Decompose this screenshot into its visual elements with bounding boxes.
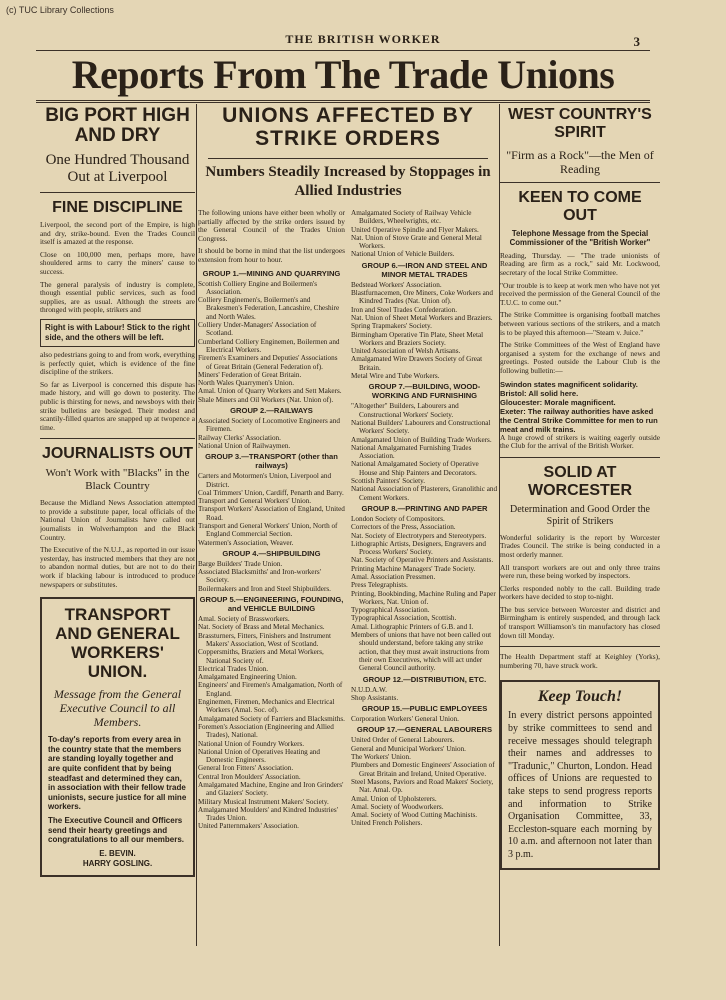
- union-item: Birmingham Operative Tin Plate, Sheet Metal Workers and Braziers Society.: [351, 330, 484, 347]
- union-list: [351, 281, 498, 381]
- union-list-columns: [198, 209, 498, 831]
- union-item: National Union of Vehicle Builders.: [351, 250, 455, 259]
- union-item: General Iron Fitters' Association.: [198, 764, 294, 773]
- keep-touch-text: In every district persons appointed by strike committees to send and receive messages should telegraph their names and addresses to "Tradunic," Churton, London. Head offices of Unions are requested to take steps to send progress reports and information to Strike Organisation Committee, 33, Eccleston-square each morning by 10 a.m. and afternoon not later than 3 p.m.: [508, 710, 652, 860]
- article-paragraph: Because the Midland News Association attempted to provide a substitute paper, local officials of the National Union of Journalists have called out journalists in Wolverhampton and the Black Country.: [40, 498, 195, 542]
- union-item: Brassturners, Fitters, Finishers and Instrument Makers' Association, West of Scotland.: [198, 631, 331, 648]
- union-item: Bedstead Workers' Association.: [351, 280, 442, 289]
- union-item: Colliery Under-Managers' Association of Scotland.: [198, 321, 317, 338]
- union-item: National Amalgamated Society of Operative House and Ship Painters and Decorators.: [351, 460, 479, 477]
- bulletin-line: Bristol: All solid here.: [500, 388, 579, 398]
- divider: [500, 182, 660, 183]
- group-heading: GROUP 6.—IRON AND STEEL AND MINOR METAL TRADES: [361, 260, 488, 279]
- article-paragraph: The Strike Committee is organising football matches between various sections of the strikers, and a match is to be played this afternoon—"Steam v. Juice.": [500, 310, 660, 337]
- headline-journalists: JOURNALISTS OUT: [41, 445, 194, 463]
- union-item: Transport Workers' Association of England, United Road.: [198, 505, 345, 522]
- article-paragraph: The general paralysis of industry is complete, though essential public services, such as food supplies, are as usual. Although the streets are thronged with people, strikers and: [40, 279, 195, 315]
- column-center: [198, 104, 498, 946]
- group-heading: GROUP 5.—ENGINEERING, FOUNDING, and VEHICLE BUILDING: [199, 595, 344, 614]
- union-list: [198, 615, 345, 831]
- article-paragraph: The Health Department staff at Keighley (Yorks), numbering 70, have struck work.: [500, 652, 660, 670]
- union-item: Amal. Association Pressmen.: [351, 572, 436, 581]
- union-item: Corporation Workers' General Union.: [351, 715, 459, 724]
- union-item: London Society of Compositors.: [351, 514, 445, 523]
- union-item: Scottish Colliery Engine and Boilermen's Association.: [198, 279, 318, 296]
- group-heading: GROUP 4.—SHIPBUILDING: [222, 548, 321, 558]
- union-item: Enginemen, Firemen, Mechanics and Electrical Workers (Amal. Soc. of).: [198, 698, 335, 715]
- slogan-box: Right is with Labour! Stick to the right side, and the others will be left.: [40, 319, 195, 347]
- union-item: Boilermakers and Iron and Steel Shipbuilders.: [198, 584, 331, 593]
- union-item: National Union of Foundry Workers.: [198, 739, 305, 748]
- union-list: [351, 686, 498, 703]
- union-item: Engineers' and Firemen's Amalgamation, North of England.: [198, 681, 343, 698]
- column-right: [500, 104, 660, 946]
- union-item: National Amalgamated Furnishing Trades Association.: [351, 443, 472, 461]
- tgwu-notice-box: [40, 597, 195, 877]
- article-paragraph: All transport workers are out and only three trains were run, these being worked by inspectors.: [500, 562, 660, 581]
- bulletin-line: Gloucester: Morale magnificent.: [500, 397, 616, 407]
- top-rule: [36, 50, 650, 51]
- group-heading: GROUP 8.—PRINTING AND PAPER: [361, 503, 488, 513]
- keep-touch-box: [500, 680, 660, 869]
- union-item: North Wales Quarrymen's Union.: [198, 379, 294, 388]
- union-item: Nat. Society of Electrotypers and Stereotypers.: [351, 531, 487, 540]
- union-item: Plumbers and Domestic Engineers' Association of Great Britain and Ireland, United Operative.: [351, 761, 495, 778]
- headline-worcester: SOLID AT WORCESTER: [528, 463, 632, 499]
- union-item: Coppersmiths, Braziers and Metal Workers, National Society of.: [198, 648, 324, 665]
- union-item: Military Musical Instrument Makers' Society.: [198, 797, 329, 806]
- signature: HARRY GOSLING.: [82, 858, 153, 868]
- article-paragraph: "Our trouble is to keep at work men who have not yet received the permission of the General Council of the T.U.C. to come out.": [500, 280, 660, 307]
- union-item: Nat. Union of Sheet Metal Workers and Braziers.: [351, 313, 493, 322]
- group-heading: GROUP 7.—BUILDING, WOOD-WORKING AND FURNISHING: [368, 382, 481, 401]
- union-item: Central Iron Moulders' Association.: [198, 772, 301, 781]
- union-item: Nat. Society of Brass and Metal Mechanics.: [198, 623, 325, 632]
- union-list-left: [198, 209, 345, 831]
- union-item: Scottish Painters' Society.: [351, 477, 426, 486]
- union-item: Colliery Enginemen's, Boilermen's and Brakesmen's Federation, Lancashire, Cheshire and North Wales.: [198, 296, 340, 321]
- union-list: [351, 715, 498, 723]
- union-item: National Builders' Labourers and Constructional Workers' Society.: [351, 418, 491, 436]
- union-item: Spring Trapmakers' Society.: [351, 322, 432, 331]
- union-item: Nat. Society of Operative Printers and Assistants.: [351, 556, 494, 565]
- union-item: Foremen's Association (Engineering and Allied Trades), National.: [198, 722, 334, 740]
- bulletin-line: Swindon states magnificent solidarity.: [500, 379, 638, 389]
- divider: [500, 646, 660, 647]
- masthead: Reports From The Trade Unions: [71, 52, 615, 97]
- union-item: Railway Clerks' Association.: [198, 433, 281, 442]
- divider: [40, 438, 195, 439]
- subhead-reading: "Firm as a Rock"—the Men of Reading: [506, 148, 654, 176]
- union-list: [351, 209, 498, 259]
- headline-unions-affected: UNIONS AFFECTED BY STRIKE ORDERS: [222, 104, 474, 150]
- union-item: Metal Wire and Tube Workers.: [351, 372, 440, 381]
- subhead-liverpool: One Hundred Thousand Out at Liverpool: [45, 152, 190, 185]
- union-item: N.U.D.A.W.: [351, 685, 387, 694]
- intro-paragraph: The following unions have either been wholly or partially affected by the strike orders issued by the General Council of the Trades Union Congress.: [198, 208, 345, 243]
- article-paragraph: Wonderful solidarity is the report by Worcester Trades Council. The strike is being conducted in a most orderly manner.: [500, 532, 660, 559]
- union-item: Miners' Federation of Great Britain.: [198, 370, 302, 379]
- bulletin-line: Exeter: The railway authorities have asked the Central Strike Committee for men to run meat and milk trains.: [500, 406, 658, 434]
- union-item: Carters and Motormen's Union, Liverpool and District.: [198, 472, 332, 489]
- article-paragraph: The Strike Committees of the West of England have organised a system for the exchange of news and greetings. Posted outside the Labour Club is the following bulletin:—: [500, 340, 660, 375]
- article-paragraph: Liverpool, the second port of the Empire, is high and dry, strike-bound. Even the Trades Council itself is amazed at the response.: [40, 220, 195, 247]
- union-list-right: [351, 209, 498, 831]
- union-item: Amal. Society of Brassworkers.: [198, 615, 290, 624]
- group-heading: GROUP 1.—MINING AND QUARRYING: [202, 268, 341, 278]
- union-item: United Order of General Labourers.: [351, 736, 455, 745]
- group-heading: GROUP 15.—PUBLIC EMPLOYEES: [361, 704, 488, 714]
- union-list: [198, 417, 345, 450]
- union-item: Transport and General Workers' Union, North of England Commercial Section.: [198, 521, 338, 539]
- tgwu-message-heading: Message from the General Executive Council to all Members.: [53, 687, 182, 730]
- union-item: Printing Machine Managers' Trade Society.: [351, 564, 476, 573]
- union-list: [198, 472, 345, 547]
- article-paragraph: Clerks responded nobly to the call. Building trade workers have decided to stop to-night.: [500, 583, 660, 602]
- union-item: Steel Masons, Paviors and Road Makers' Society, Nat. Amal. Op.: [351, 777, 494, 795]
- union-item: Amalgamated Wire Drawers Society of Great Britain.: [351, 355, 483, 372]
- column-left: [40, 104, 195, 946]
- union-item: Amal. Society of Wood Cutting Machinists.: [351, 811, 478, 820]
- union-item: National Union of Railwaymen.: [198, 441, 291, 450]
- union-item: Nat. Union of Stove Grate and General Metal Workers.: [351, 233, 482, 251]
- union-item: Barge Builders' Trade Union.: [198, 559, 283, 568]
- union-item: Press Telegraphists.: [351, 581, 408, 590]
- intro-paragraph: It should be borne in mind that the list undergoes extension from hour to hour.: [198, 246, 345, 264]
- union-item: National Union of Operatives Heating and Domestic Engineers.: [198, 747, 320, 765]
- union-item: Correctors of the Press, Association.: [351, 523, 456, 532]
- group-heading: GROUP 2.—RAILWAYS: [230, 406, 313, 416]
- union-list: [351, 402, 498, 502]
- union-item: Amalgamated Society of Farriers and Blacksmiths.: [198, 714, 345, 723]
- union-item: Amalgamated Moulders' and Kindred Industries' Trades Union.: [198, 805, 338, 823]
- masthead-rule: [36, 100, 650, 103]
- group-heading: GROUP 12.—DISTRIBUTION, ETC.: [362, 674, 487, 684]
- union-item: Cumberland Colliery Enginemen, Boilermen and Electrical Workers.: [198, 337, 340, 354]
- article-paragraph: So far as Liverpool is concerned this dispute has made history, and will go down to posterity. The public is thirsting for news, and newsboys with their strike bulletins are besieged. Their modest and scantily-filled quartos are snapped up at twopence a time.: [40, 379, 195, 432]
- union-item: Amal. Lithographic Printers of G.B. and I.: [351, 622, 474, 631]
- union-item: United Association of Welsh Artisans.: [351, 347, 461, 356]
- tgwu-title: TRANSPORT AND GENERAL WORKERS' UNION.: [55, 605, 180, 682]
- article-paragraph: The bus service between Worcester and district and Birmingham is entirely suspended, and through lack of transport Williamson's tin manufactory has closed down till Monday.: [500, 604, 660, 640]
- section-keen: KEEN TO COME OUT: [518, 189, 642, 224]
- union-item: The Workers' Union.: [351, 753, 411, 762]
- section-fine-discipline: FINE DISCIPLINE: [52, 199, 183, 216]
- union-list: [351, 515, 498, 631]
- union-item: Iron and Steel Trades Confederation.: [351, 305, 457, 314]
- union-item: Typographical Association.: [351, 606, 430, 615]
- union-item: Lithographic Artists, Designers, Engravers and Process Workers' Society.: [351, 539, 486, 557]
- page-number: 3: [633, 34, 640, 49]
- union-item: Amal. Society of Woodworkers.: [351, 802, 444, 811]
- union-item: Electrical Trades Union.: [198, 664, 269, 673]
- union-item: General and Municipal Workers' Union.: [351, 744, 466, 753]
- group-heading: GROUP 3.—TRANSPORT (other than railways): [205, 452, 338, 471]
- group-heading: GROUP 17.—GENERAL LABOURERS: [356, 725, 493, 735]
- union-item: Amalgamated Society of Railway Vehicle Builders, Wheelwrights, etc.: [351, 209, 472, 226]
- divider: [40, 192, 195, 193]
- subhead-unions: Numbers Steadily Increased by Stoppages in Allied Industries: [205, 164, 491, 199]
- article-paragraph: Close on 100,000 men, perhaps more, have shouldered arms to carry the miners' cause to success.: [40, 249, 195, 276]
- article-paragraph: The Executive of the N.U.J., as reported in our issue yesterday, has instructed members that they are not to abandon normal duties, but are not to do their work if blacking labour is introduced to produce newspapers or substitutes.: [40, 545, 195, 589]
- headline-liverpool: BIG PORT HIGH AND DRY: [45, 105, 190, 146]
- union-item: United Operative Spindle and Flyer Makers.: [351, 225, 479, 234]
- tgwu-paragraph: To-day's reports from every area in the country state that the members are standing loyally together and are quite confident that by being steadfast and determined they can, in association with their fellow trade unionists, secure justice for all mine workers.: [48, 735, 187, 812]
- union-item: Firemen's Examiners and Deputies' Associations of Great Britain (General Federation of).: [198, 354, 338, 371]
- union-item: Transport and General Workers' Union.: [198, 497, 312, 506]
- union-item: Amalgamated Machine, Engine and Iron Grinders' and Glaziers' Society.: [198, 781, 344, 798]
- divider: [500, 457, 660, 458]
- keep-touch-title: Keep Touch!: [537, 688, 623, 706]
- union-item: Blastfurnacemen, Ore Miners, Coke Workers and Kindred Trades (Nat. Union of).: [351, 289, 493, 306]
- tgwu-paragraph: The Executive Council and Officers send their hearty greetings and congratulations to all our members.: [48, 815, 185, 845]
- union-item: United French Polishers.: [351, 819, 423, 828]
- union-item: Amal. Union of Upholsterers.: [351, 794, 437, 803]
- divider: [208, 158, 488, 159]
- union-item: United Patternmakers' Association.: [198, 822, 299, 831]
- article-paragraph: Reading, Thursday. — "The trade unionists of Reading are firm as a rock," said Mr. Lockwood, secretary of the local Strike Committee.: [500, 250, 660, 277]
- union-item: Coal Trimmers' Union, Cardiff, Penarth and Barry.: [198, 488, 344, 497]
- union-item: Amal. Union of Quarry Workers and Sett Makers.: [198, 387, 342, 396]
- headline-west-country: WEST COUNTRY'S SPIRIT: [508, 106, 652, 141]
- article-paragraph: A huge crowd of strikers is waiting eagerly outside the Club for the arrival of the British Worker.: [500, 432, 660, 451]
- subhead-worcester: Determination and Good Order the Spirit of Strikers: [510, 503, 650, 527]
- telephone-message-credit: Telephone Message from the Special Commissioner of the "British Worker": [509, 229, 651, 248]
- union-item: National Association of Plasterers, Granolithic and Cement Workers.: [351, 485, 498, 502]
- union-item: Members of unions that have not been called out should understand, before taking any strike action, that they must await instructions from their own Executives, which will act under General Council authority.: [351, 631, 492, 673]
- column-divider: [196, 104, 197, 946]
- union-item: Shop Assistants.: [351, 693, 399, 702]
- subhead-journalists: Won't Work with "Blacks" in the Black Country: [45, 467, 190, 493]
- running-head: THE BRITISH WORKER: [285, 32, 441, 46]
- union-item: Amalgamated Union of Building Trade Workers.: [351, 435, 492, 444]
- union-list: [198, 280, 345, 404]
- union-item: "Altogether" Builders, Labourers and Constructional Workers' Society.: [351, 402, 459, 419]
- article-paragraph: also pedestrians going to and from work, everything is perfectly quiet, which is evidence of the fine discipline of the strikers.: [40, 349, 195, 377]
- copyright-credit: (c) TUC Library Collections: [6, 5, 114, 15]
- union-item: Shale Miners and Oil Workers (Nat. Union of).: [198, 395, 334, 404]
- union-list: [351, 631, 498, 672]
- union-item: Associated Blacksmiths' and Iron-workers' Society.: [198, 568, 321, 585]
- union-list: [198, 560, 345, 593]
- union-item: Printing, Bookbinding, Machine Ruling and Paper Workers, Nat. Union of.: [351, 589, 496, 606]
- union-item: Amalgamated Engineering Union.: [198, 673, 297, 682]
- union-item: Watermen's Association, Weaver.: [198, 538, 294, 547]
- union-item: Typographical Association, Scottish.: [351, 614, 457, 623]
- union-item: Associated Society of Locomotive Engineers and Firemen.: [198, 417, 340, 434]
- signature: E. BEVIN.: [99, 848, 136, 858]
- union-list: [351, 736, 498, 827]
